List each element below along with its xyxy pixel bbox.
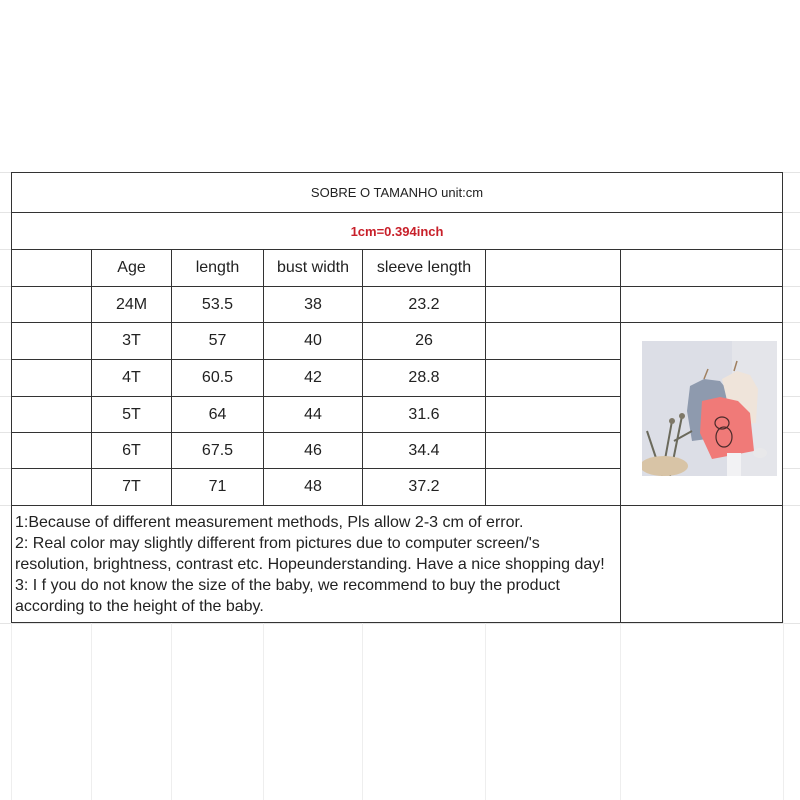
note-line: according to the height of the baby. xyxy=(15,598,264,615)
cell-sleeve-length: 34.4 xyxy=(362,432,486,469)
product-photo xyxy=(642,341,777,476)
empty-cell xyxy=(485,432,621,469)
cell-bust-width: 48 xyxy=(263,468,363,506)
cell-sleeve-length: 23.2 xyxy=(362,286,486,323)
cell-sleeve-length: 26 xyxy=(362,322,486,360)
product-image xyxy=(642,341,777,476)
note-line: 3: I f you do not know the size of the baby, we recommend to buy the product xyxy=(15,577,560,594)
empty-cell xyxy=(11,359,92,397)
empty-cell xyxy=(11,249,92,287)
cell-bust-width: 42 xyxy=(263,359,363,397)
empty-cell xyxy=(485,249,621,287)
cell-age: 3T xyxy=(91,322,172,360)
cell-length: 60.5 xyxy=(171,359,264,397)
cell-age: 5T xyxy=(91,396,172,433)
cell-bust-width: 46 xyxy=(263,432,363,469)
unit-conversion: 1cm=0.394inch xyxy=(11,212,783,250)
empty-cell xyxy=(485,396,621,433)
empty-cell xyxy=(11,468,92,506)
cell-bust-width: 44 xyxy=(263,396,363,433)
empty-cell xyxy=(11,432,92,469)
header-bust-width: bust width xyxy=(263,249,363,287)
cell-age: 24M xyxy=(91,286,172,323)
notes-cell xyxy=(11,505,621,623)
cell-length: 64 xyxy=(171,396,264,433)
note-line: 1:Because of different measurement methods, Pls allow 2-3 cm of error. xyxy=(15,514,524,531)
header-age: Age xyxy=(91,249,172,287)
cell-age: 4T xyxy=(91,359,172,397)
empty-cell xyxy=(485,359,621,397)
cell-age: 7T xyxy=(91,468,172,506)
empty-cell xyxy=(485,468,621,506)
note-line: resolution, brightness, contrast etc. Hopeunderstanding. Have a nice shopping day! xyxy=(15,556,605,573)
size-chart-table xyxy=(11,172,783,623)
cell-length: 67.5 xyxy=(171,432,264,469)
table-title: SOBRE O TAMANHO unit:cm xyxy=(11,172,783,213)
empty-cell xyxy=(485,286,621,323)
empty-cell xyxy=(620,286,783,323)
empty-cell xyxy=(11,286,92,323)
cell-length: 53.5 xyxy=(171,286,264,323)
empty-cell xyxy=(620,249,783,287)
header-length: length xyxy=(171,249,264,287)
empty-cell xyxy=(11,396,92,433)
note-line: 2: Real color may slightly different from pictures due to computer screen/'s xyxy=(15,535,540,552)
cell-bust-width: 38 xyxy=(263,286,363,323)
cell-length: 71 xyxy=(171,468,264,506)
header-sleeve-length: sleeve length xyxy=(362,249,486,287)
cell-bust-width: 40 xyxy=(263,322,363,360)
cell-age: 6T xyxy=(91,432,172,469)
product-image-cell xyxy=(620,322,783,506)
cell-length: 57 xyxy=(171,322,264,360)
cell-sleeve-length: 31.6 xyxy=(362,396,486,433)
cell-sleeve-length: 37.2 xyxy=(362,468,486,506)
empty-cell xyxy=(485,322,621,360)
cell-sleeve-length: 28.8 xyxy=(362,359,486,397)
empty-cell xyxy=(620,505,783,623)
empty-cell xyxy=(11,322,92,360)
